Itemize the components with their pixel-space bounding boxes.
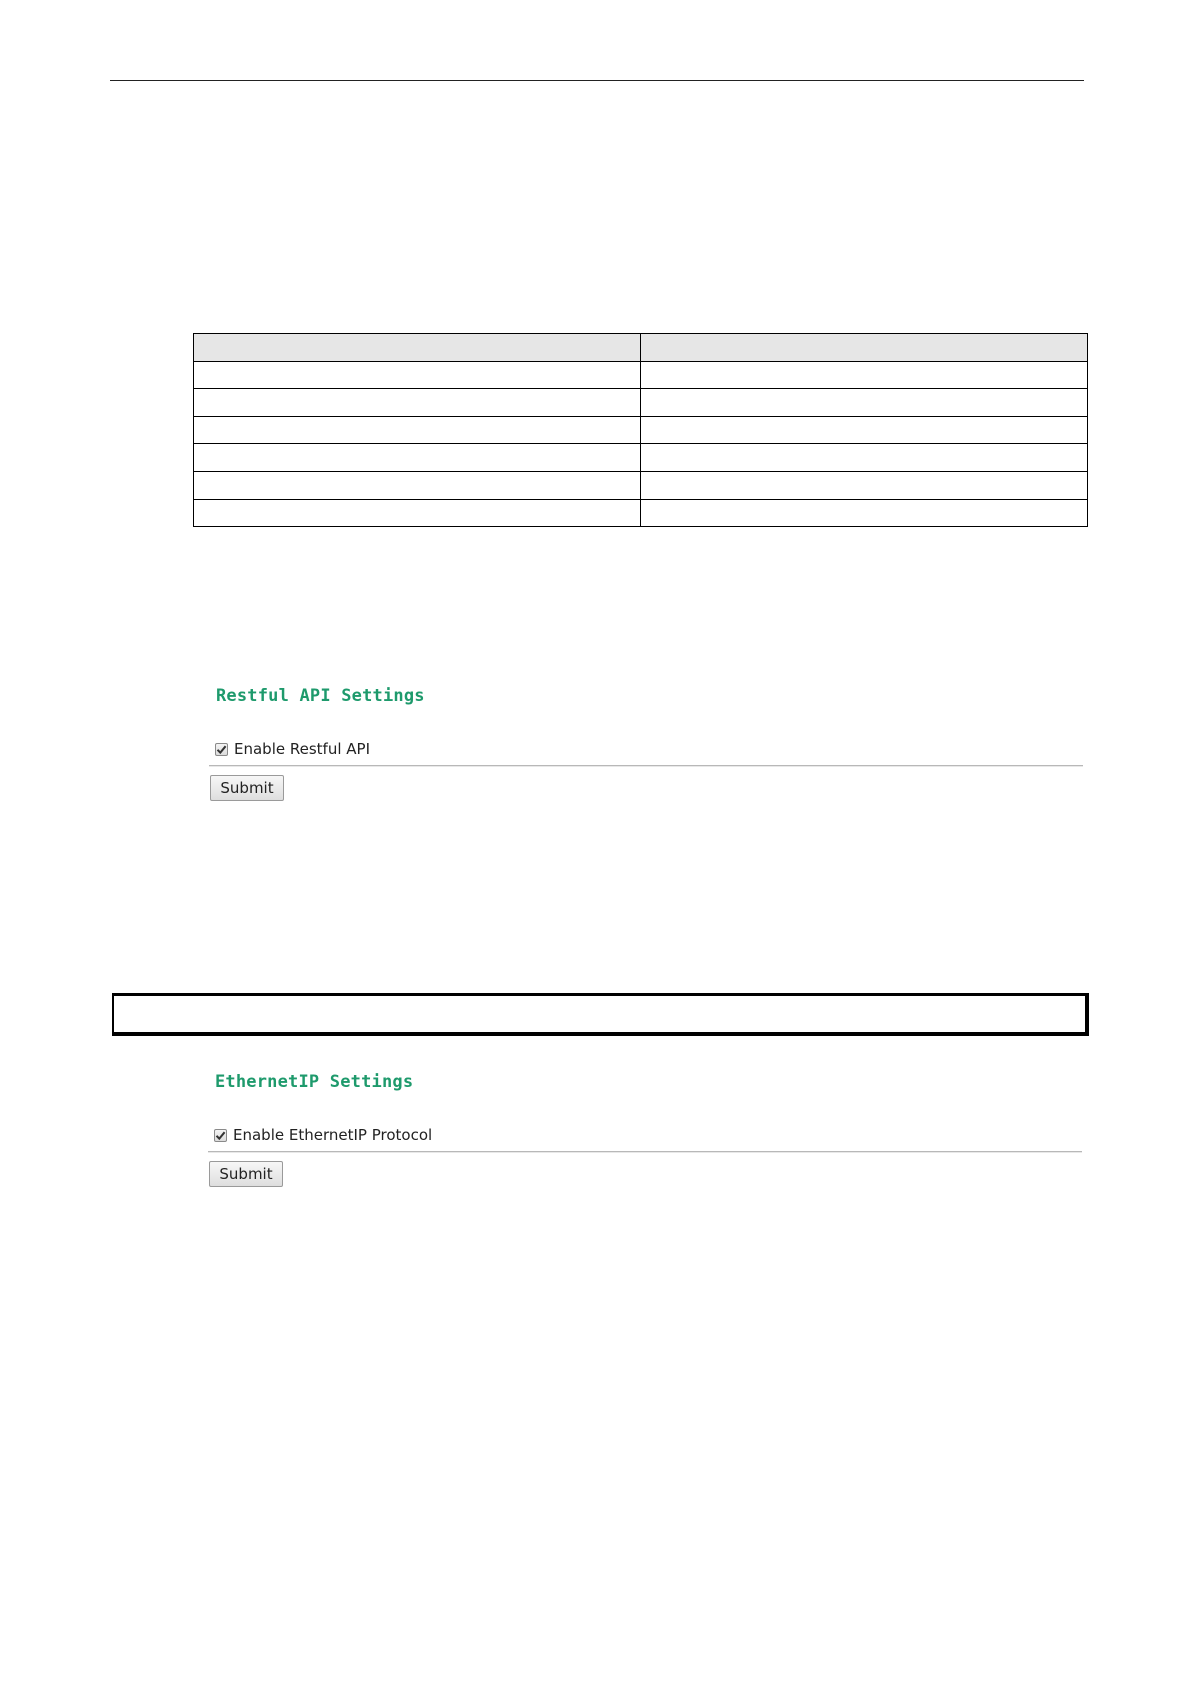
table-cell: [194, 361, 641, 389]
restful-submit-button[interactable]: Submit: [210, 775, 284, 801]
table-row: [194, 416, 1088, 444]
ethernetip-settings-title: EthernetIP Settings: [215, 1072, 414, 1092]
table-header-row: [194, 334, 1088, 362]
table-cell: [641, 389, 1088, 417]
table-cell: [194, 499, 641, 527]
page-header-rule: [110, 80, 1084, 81]
table-cell: [194, 389, 641, 417]
checkmark-icon: [216, 744, 227, 755]
ethernetip-submit-button[interactable]: Submit: [209, 1161, 283, 1187]
settings-divider: [209, 765, 1083, 767]
blank-table: [193, 333, 1088, 527]
table-row: [194, 499, 1088, 527]
enable-restful-api-option[interactable]: [215, 740, 370, 758]
table-cell: [194, 416, 641, 444]
table-header-cell: [641, 334, 1088, 362]
checkmark-icon: [215, 1130, 226, 1141]
enable-ethernetip-checkbox[interactable]: [214, 1129, 227, 1142]
enable-ethernetip-option[interactable]: [214, 1126, 432, 1144]
restful-api-settings-panel: [209, 686, 1083, 806]
table-row: [194, 361, 1088, 389]
ethernetip-settings-panel: [208, 1072, 1082, 1192]
table-cell: [641, 471, 1088, 499]
enable-ethernetip-label: Enable EthernetIP Protocol: [233, 1126, 433, 1144]
table-row: [194, 389, 1088, 417]
table-cell: [194, 471, 641, 499]
table-header-cell: [194, 334, 641, 362]
table-cell: [641, 416, 1088, 444]
table-cell: [641, 361, 1088, 389]
framed-box: [112, 993, 1089, 1036]
table-cell: [641, 444, 1088, 472]
enable-restful-api-checkbox[interactable]: [215, 743, 228, 756]
enable-restful-api-label: Enable Restful API: [234, 740, 370, 758]
settings-divider: [208, 1151, 1082, 1153]
table-cell: [641, 499, 1088, 527]
table-cell: [194, 444, 641, 472]
table-row: [194, 471, 1088, 499]
table-row: [194, 444, 1088, 472]
restful-api-settings-title: Restful API Settings: [216, 686, 425, 706]
